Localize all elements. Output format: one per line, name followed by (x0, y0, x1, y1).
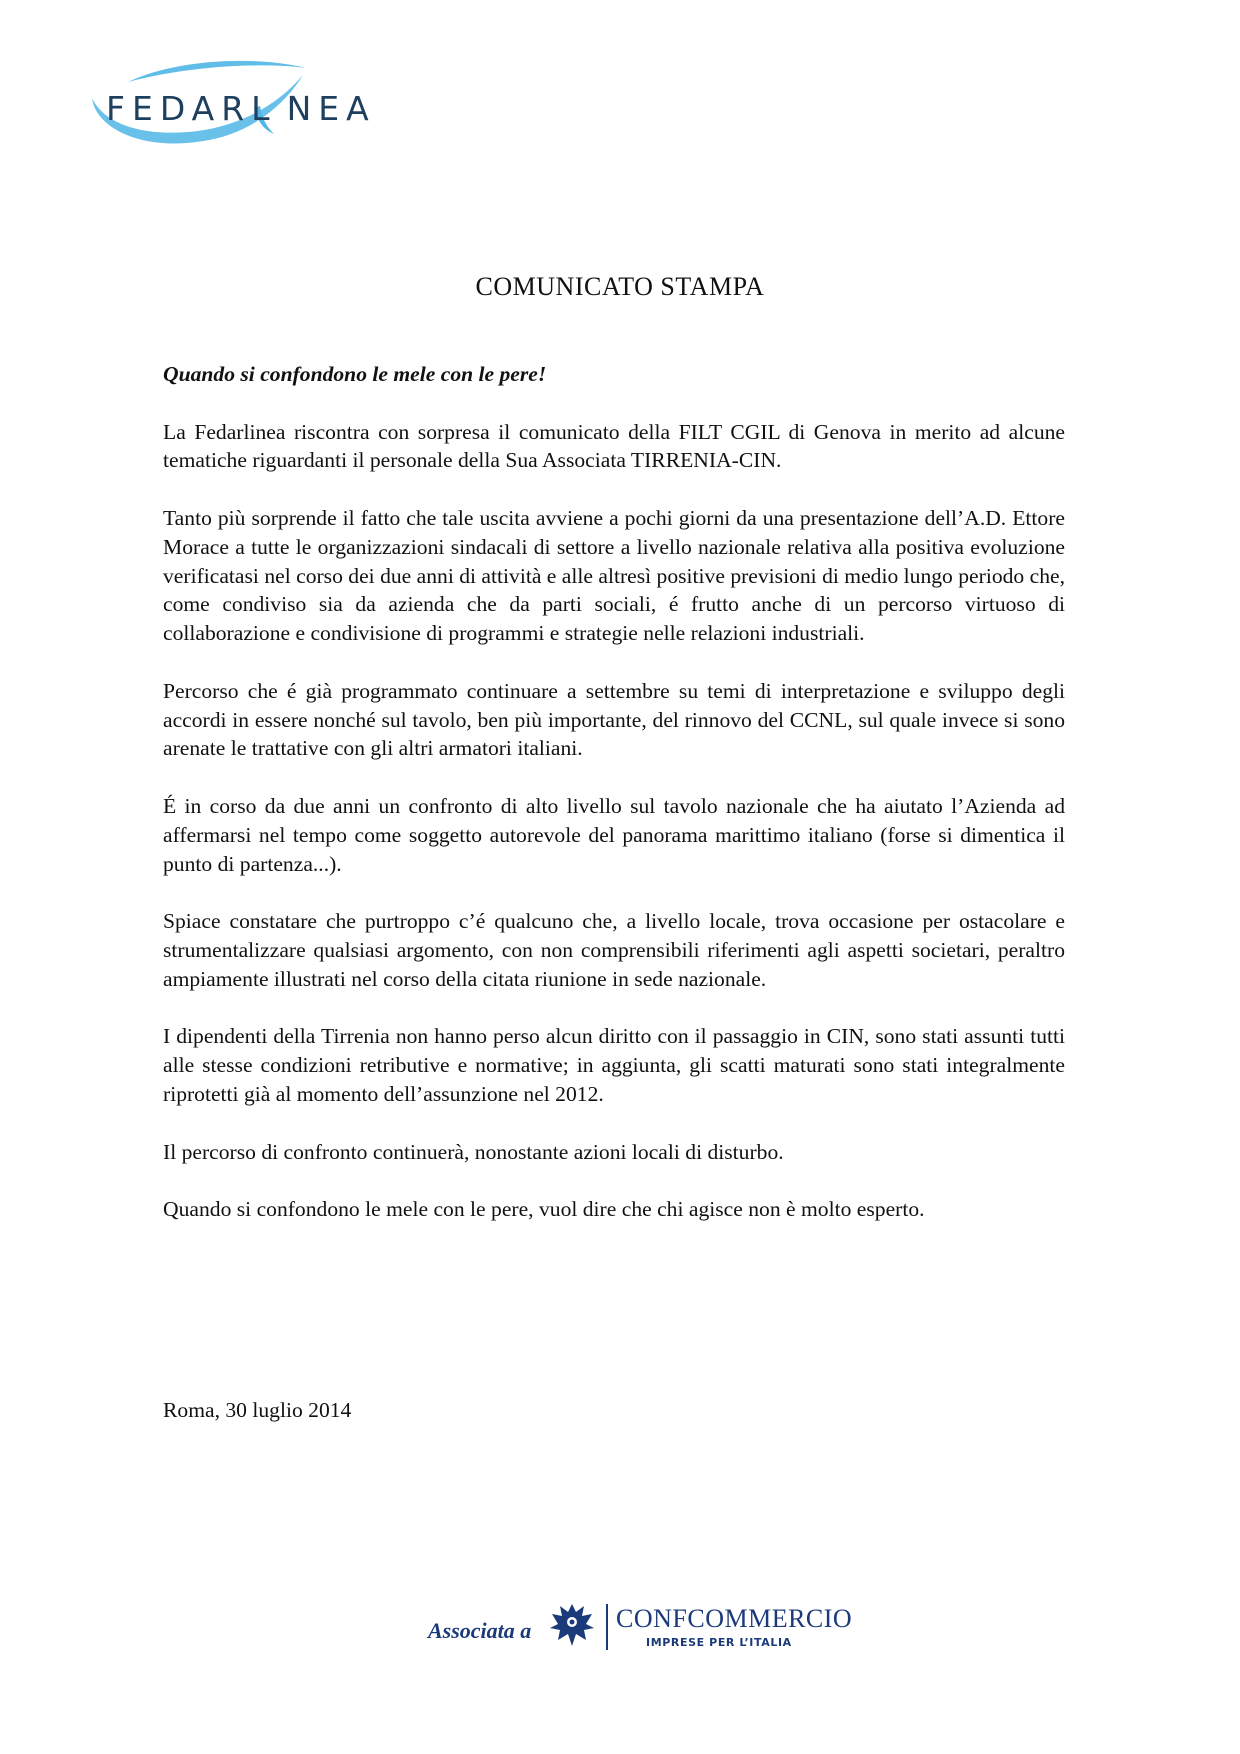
eagle-emblem-icon (546, 1600, 598, 1652)
logo-text-left: FEDARL (106, 89, 277, 128)
logo-text-right: NEA (286, 89, 376, 128)
logo-wordmark (106, 89, 376, 128)
paragraph-1: La Fedarlinea riscontra con sorpresa il comunicato della FILT CGIL di Genova in merito ad alcune tematiche riguardanti il personale della Sua Associata TIRRENIA-CIN. (163, 419, 1065, 473)
paragraph-3: Percorso che é già programmato continuare a settembre su temi di interpretazione e sviluppo degli accordi in essere nonché sul tavolo, ben più importante, del rinnovo del CCNL, sul quale invece si sono arenate le trattative con gli altri armatori italiani. (163, 678, 1065, 761)
fedarlinea-logo (88, 60, 376, 165)
paragraph-5: Spiace constatare che purtroppo c’é qualcuno che, a livello locale, trova occasione per ostacolare e strumentalizzare qualsiasi argomento, con non comprensibili riferimenti agli aspetti societari, peraltro ampiamente illustrati nel corso della citata riunione in sede nazionale. (163, 909, 1065, 991)
footer-divider (606, 1604, 608, 1650)
confcommercio-tagline: IMPRESE PER L’ITALIA (646, 1636, 792, 1649)
paragraph-4: É in corso da due anni un confronto di alto livello sul tavolo nazionale che ha aiutato l’Azienda ad affermarsi nel tempo come soggetto autorevole del panorama marittimo italiano (forse si dimentica il punto di partenza...). (163, 793, 1065, 876)
paragraph-6: I dipendenti della Tirrenia non hanno perso alcun diritto con il passaggio in CIN, sono stati assunti tutti alle stesse condizioni retributive e normative; in aggiunta, gli scatti maturati sono stati integralmente riprotetti già al momento dell’assunzione nel 2012. (163, 1024, 1065, 1106)
paragraph-8: Quando si confondono le mele con le pere, vuol dire che chi agisce non è molto esperto. (163, 1197, 925, 1222)
document-subtitle: Quando si confondono le mele con le pere! (163, 362, 547, 386)
confcommercio-brand: CONFCOMMERCIO (616, 1604, 853, 1633)
footer-association (428, 1598, 853, 1658)
paragraph-2: Tanto più sorprende il fatto che tale uscita avviene a pochi giorni da una presentazione dell’A.D. Ettore Morace a tutte le organizzazioni sindacali di settore a livello nazionale relativa alla positiva evoluzione verificatasi nel corso dei due anni di attività e alle altresì positive previsioni di medio lungo periodo che, come condiviso sia da azienda che da parti sociali, é frutto anche di un percorso virtuoso di collaborazione e condivisione di programmi e strategie nelle relazioni industriali. (163, 505, 1065, 646)
associated-label: Associata a (428, 1618, 532, 1643)
document-body (163, 360, 1065, 1253)
paragraph-7: Il percorso di confronto continuerà, nonostante azioni locali di disturbo. (163, 1139, 784, 1164)
document-title: COMUNICATO STAMPA (475, 272, 765, 301)
document-date: Roma, 30 luglio 2014 (163, 1398, 352, 1422)
